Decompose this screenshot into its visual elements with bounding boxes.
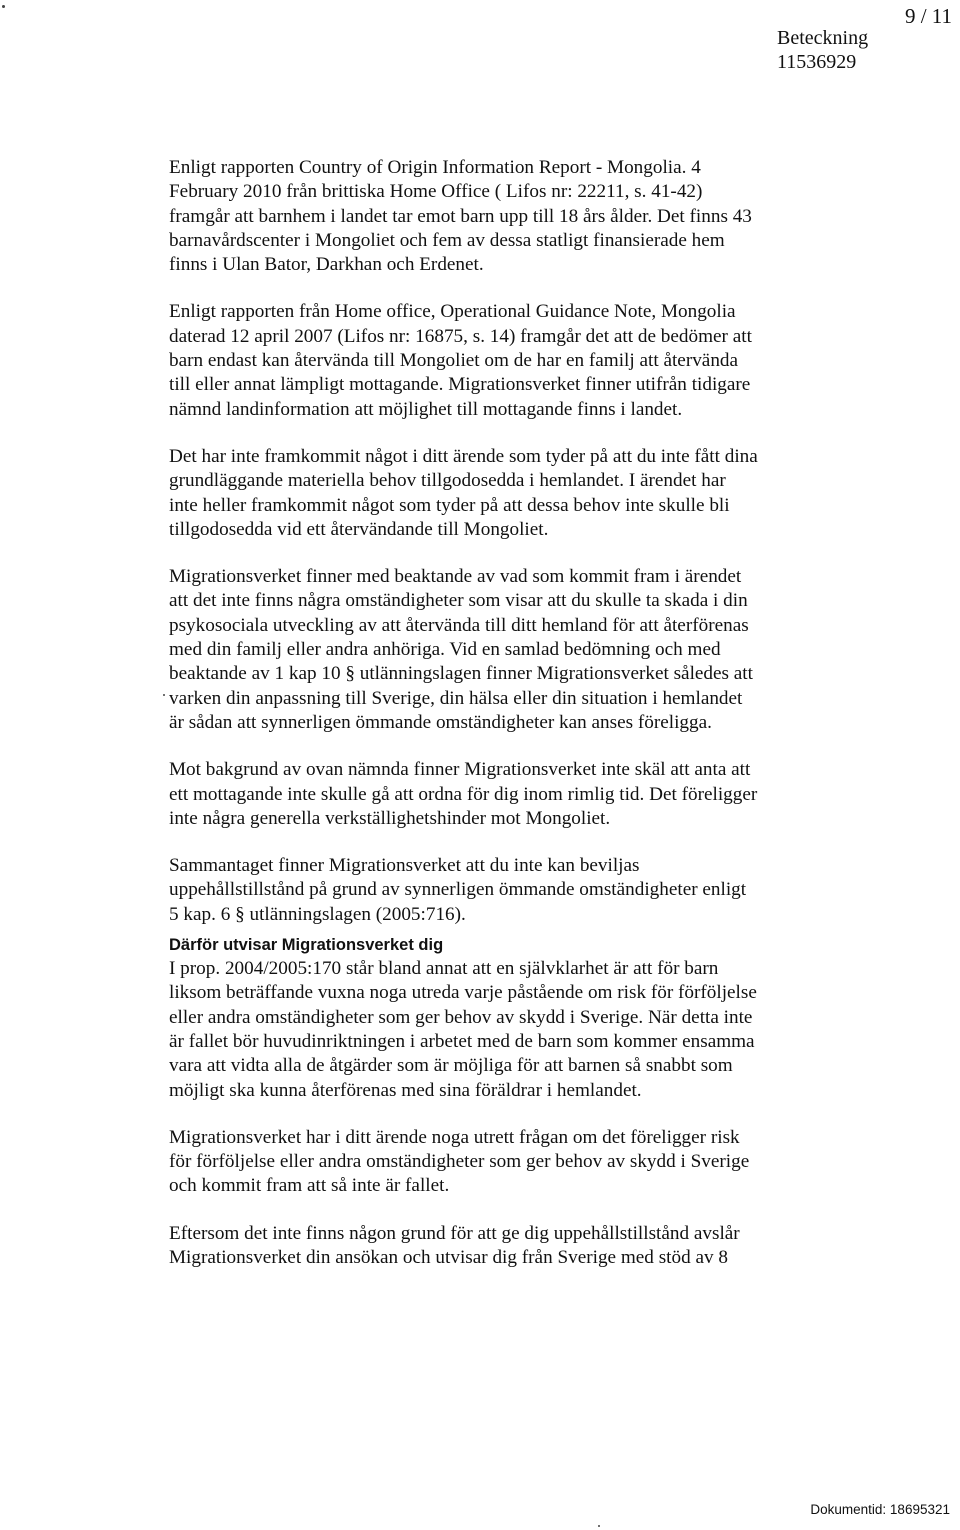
paragraph-decision (169, 1222, 869, 1271)
section-heading: Därför utvisar Migrationsverket dig (169, 936, 444, 955)
text-line: och kommit fram att så inte är fallet. (169, 1175, 450, 1197)
text-line: till eller annat lämpligt mottagande. Migrationsverket finner utifrån tidigare (169, 374, 751, 396)
text-line: Eftersom det inte finns någon grund för att ge dig uppehållstillstånd avslår (169, 1222, 740, 1244)
text-line: att det inte finns några omständigheter som visar att du skulle ta skada i din (169, 590, 748, 612)
paragraph-orphanage-report (169, 156, 869, 277)
text-line: Det har inte framkommit något i ditt ärende som tyder på att du inte fått dina (169, 445, 758, 467)
text-line: barn endast kan återvända till Mongoliet om de har en familj att återvända (169, 350, 739, 372)
text-line: tillgodosedda vid ett återvändande till Mongoliet. (169, 518, 549, 540)
text-line: Enligt rapporten Country of Origin Information Report - Mongolia. 4 (169, 157, 701, 178)
text-line: möjligt ska kunna återförenas med sina föräldrar i hemlandet. (169, 1079, 642, 1101)
scan-speck (598, 1525, 600, 1527)
paragraph-enforcement (169, 758, 869, 831)
paragraph-proposition (169, 957, 869, 1103)
text-line: Sammantaget finner Migrationsverket att du inte kan beviljas (169, 855, 640, 877)
text-line: inte några generella verkställighetshinder mot Mongoliet. (169, 807, 611, 829)
text-line: vara att vidta alla de åtgärder som är möjliga för att barnen så snabbt som (169, 1055, 733, 1077)
text-line: beaktande av 1 kap 10 § utlänningslagen finner Migrationsverket således att (169, 663, 753, 685)
paragraph-operational-guidance (169, 300, 869, 421)
text-line: varken din anpassning till Sverige, din hälsa eller din situation i hemlandet (169, 687, 743, 709)
text-line: för förföljelse eller andra omständigheter som ger behov av skydd i Sverige (169, 1151, 750, 1173)
paragraph-summary (169, 854, 869, 927)
text-line: February 2010 från brittiska Home Office ( Lifos nr: 22211, s. 41-42) (169, 181, 703, 203)
document-id: Dokumentid: 18695321 (810, 1502, 950, 1517)
text-line: barnavårdscenter i Mongoliet och fem av dessa statligt finansierade hem (169, 229, 725, 251)
scan-speck (163, 694, 165, 696)
text-line: finns i Ulan Bator, Darkhan och Erdenet. (169, 254, 484, 276)
text-line: Migrationsverket finner med beaktande av vad som kommit fram i ärendet (169, 566, 742, 588)
text-line: nämnd landinformation att möjlighet till mottagande finns i landet. (169, 398, 683, 420)
text-line: psykosociala utveckling av att återvända till ditt hemland för att återförenas (169, 614, 749, 636)
paragraph-material-needs (169, 445, 869, 542)
text-line: 5 kap. 6 § utlänningslagen (2005:716). (169, 903, 466, 925)
paragraph-persecution-risk (169, 1126, 869, 1199)
text-line: framgår att barnhem i landet tar emot barn upp till 18 års ålder. Det finns 43 (169, 205, 752, 227)
text-line: uppehållstillstånd på grund av synnerligen ömmande omständigheter enligt (169, 879, 747, 901)
text-line: Migrationsverket din ansökan och utvisar dig från Sverige med stöd av 8 (169, 1246, 728, 1268)
text-line: eller andra omständigheter som ger behov av skydd i Sverige. När detta inte (169, 1006, 753, 1028)
text-line: Enligt rapporten från Home office, Operational Guidance Note, Mongolia (169, 301, 736, 323)
case-reference (777, 26, 868, 74)
text-line: liksom beträffande vuxna noga utreda varje påstående om risk för förföljelse (169, 982, 757, 1004)
text-line: ett mottagande inte skulle gå att ordna för dig inom rimlig tid. Det föreligger (169, 783, 758, 805)
text-line: grundläggande materiella behov tillgodosedda i hemlandet. I ärendet har (169, 470, 726, 492)
scan-speck (2, 5, 5, 8)
text-line: daterad 12 april 2007 (Lifos nr: 16875, s. 14) framgår det att de bedömer att (169, 325, 752, 347)
case-reference-label: Beteckning (777, 27, 869, 49)
text-line: Mot bakgrund av ovan nämnda finner Migrationsverket inte skäl att anta att (169, 759, 751, 781)
case-reference-number: 11536929 (777, 51, 857, 73)
text-line: Migrationsverket har i ditt ärende noga utrett frågan om det föreligger risk (169, 1126, 740, 1148)
text-line: med din familj eller andra anhöriga. Vid en samlad bedömning och med (169, 639, 721, 661)
paragraph-overall-assessment (169, 565, 869, 735)
text-line: I prop. 2004/2005:170 står bland annat att en självklarhet är att för barn (169, 958, 719, 980)
text-line: är sådan att synnerligen ömmande omständigheter kan anses föreligga. (169, 711, 712, 733)
page-number: 9 / 11 (904, 4, 952, 28)
document-body (169, 156, 869, 1293)
text-line: är fallet bör huvudinriktningen i arbetet med de barn som kommer ensamma (169, 1030, 755, 1052)
text-line: inte heller framkommit något som tyder på att dessa behov inte skulle bli (169, 494, 730, 516)
